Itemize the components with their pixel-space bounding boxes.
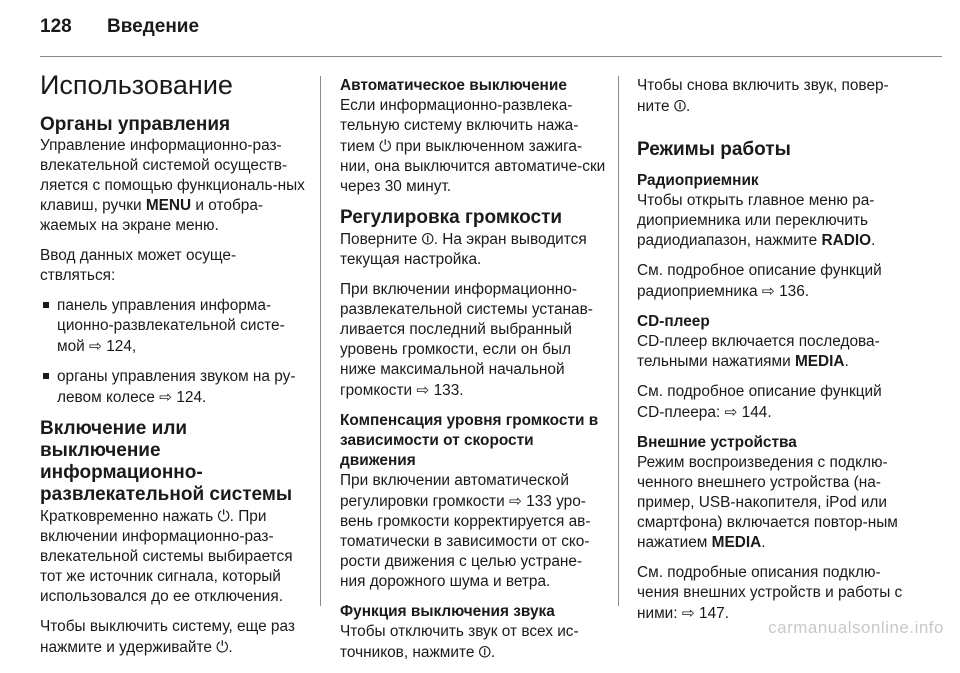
paragraph-cd: CD-плеер включается последова-тельными нажатиями MEDIA. xyxy=(637,333,880,370)
page-number: 128 xyxy=(40,16,72,37)
text: . На экран выводится текущая настройка. xyxy=(340,231,587,268)
text: Чтобы выключить систему, еще раз нажмите и удерживайте xyxy=(40,618,295,656)
menu-key-label: MENU xyxy=(145,197,192,214)
ref-arrow-icon: ⇨ xyxy=(681,604,695,622)
text: Режим воспроизведения с подклю-ченного внешнего устройства (на-пример, USB-накопителя, iPod или смартфона) включается повтор-ным нажатием xyxy=(637,454,898,551)
ref-arrow-icon: ⇨ xyxy=(89,337,102,355)
mute-icon: ⏼ xyxy=(421,230,434,248)
media-key-label: MEDIA xyxy=(794,353,845,370)
input-list xyxy=(40,296,305,408)
heading-radio: Радиоприемник xyxy=(637,172,759,189)
text: При включении информационно-развлекательной системы устанав-ливается последний выбранный уровень громкости, если он был ниже максимальной начальной громкости xyxy=(340,281,593,399)
list-item xyxy=(40,367,305,408)
page-ref[interactable]: 147. xyxy=(699,605,729,622)
column-1 xyxy=(40,114,305,668)
paragraph-radio-ref xyxy=(637,261,909,302)
text: Кратковременно нажать xyxy=(40,508,214,525)
page-header xyxy=(40,16,199,38)
paragraph-volume xyxy=(340,229,606,270)
column-divider-2 xyxy=(618,76,619,606)
column-2 xyxy=(340,76,606,673)
page-ref[interactable]: 136. xyxy=(779,283,810,300)
column-divider-1 xyxy=(320,76,321,606)
page-ref[interactable]: 124. xyxy=(176,389,207,406)
paragraph-unmute: Чтобы снова включить звук, повер-ните ⏼. xyxy=(637,77,889,115)
power-icon: ⏻ xyxy=(216,638,229,656)
power-icon: ⏻ xyxy=(217,507,230,525)
heading-speed-compensation: Компенсация уровня громкости в зависимости от скорости движения xyxy=(340,412,599,469)
paragraph-volume-startup xyxy=(340,280,606,401)
ref-arrow-icon: ⇨ xyxy=(416,381,430,399)
heading-on-off: Включение или выключение информационно-развлекательной системы xyxy=(40,418,293,505)
text: Чтобы открыть главное меню ра-диоприемника или переключить радиодиапазон, нажмите xyxy=(637,192,875,249)
spacer xyxy=(637,127,909,139)
paragraph-speed-compensation xyxy=(340,471,606,592)
text: Если информационно-развлека-тельную систему включить нажа-тием xyxy=(340,97,579,155)
text: См. подробное описание функций радиоприемника xyxy=(637,262,882,300)
section-title: Введение xyxy=(106,16,200,37)
text: Поверните xyxy=(340,231,418,248)
paragraph-auto-off xyxy=(340,96,606,197)
paragraph-mute: Чтобы отключить звук от всех ис-точников, нажмите ⏼. xyxy=(340,623,579,661)
power-icon: ⏻ xyxy=(379,137,392,155)
paragraph-cd-ref xyxy=(637,382,909,423)
text: и отобра-жаемых на экране меню. xyxy=(40,197,264,234)
text: Управление информационно-раз-влекательной системой осуществ-ляется с помощью функциональ-ных клавиш, ручки xyxy=(40,137,305,214)
text: Чтобы снова включить звук, повер-ните xyxy=(637,77,889,115)
media-key-label: MEDIA xyxy=(711,534,762,551)
paragraph-controls xyxy=(40,136,305,236)
heading-volume: Регулировка громкости xyxy=(340,207,563,228)
text: См. подробные описания подклю-чения внешних устройств и работы с ними: xyxy=(637,564,903,622)
ref-arrow-icon: ⇨ xyxy=(724,403,738,421)
page-ref[interactable]: 133. xyxy=(433,382,464,399)
mute-icon: ⏼ xyxy=(478,643,491,661)
text: при выключенном зажига-нии, она выключится автоматиче-ски через 30 минут. xyxy=(340,138,606,195)
ref-arrow-icon: ⇨ xyxy=(508,492,522,510)
text: панель управления информа-ционно-развлекательной систе-мой xyxy=(57,297,285,355)
text: CD-плеер включается последова-тельными нажатиями xyxy=(637,333,880,370)
paragraph-radio: Чтобы открыть главное меню ра-диоприемника или переключить радиодиапазон, нажмите RADIO. xyxy=(637,192,876,249)
text: Чтобы отключить звук от всех ис-точников, нажмите xyxy=(340,623,579,661)
mute-icon: ⏼ xyxy=(673,97,687,115)
column-3 xyxy=(637,76,909,634)
page-ref[interactable]: 144. xyxy=(741,404,772,421)
ref-arrow-icon: ⇨ xyxy=(159,388,173,406)
heading-controls: Органы управления xyxy=(40,114,231,135)
watermark: carmanualsonline.info xyxy=(768,618,944,637)
text: См. подробное описание функций CD-плеера: xyxy=(637,383,882,421)
page-ref[interactable]: 133 уро- xyxy=(526,493,586,510)
bullet-icon xyxy=(43,373,49,379)
paragraph-on-off xyxy=(40,506,305,607)
paragraph-input: Ввод данных может осуще-ствляться: xyxy=(40,247,237,284)
paragraph-external: Режим воспроизведения с подклю-ченного внешнего устройства (на-пример, USB-накопителя, iPod или смартфона) включается повтор-ным нажатием MEDIA. xyxy=(637,454,898,551)
text: вень громкости корректируется ав-томатически в зависимости от ско-рости движения с целью устране-ния дорожного шума и ветра. xyxy=(340,513,591,590)
bullet-icon xyxy=(43,302,49,308)
text: При включении автоматической регулировки громкости xyxy=(340,472,569,510)
paragraph-external-ref xyxy=(637,563,909,624)
page-ref[interactable]: 124, xyxy=(106,338,137,355)
paragraph-off: Чтобы выключить систему, еще раз нажмите и удерживайте ⏻. xyxy=(40,618,295,656)
page-title: Использование xyxy=(40,70,233,100)
ref-arrow-icon: ⇨ xyxy=(761,282,775,300)
text: . При включении информационно-раз-влекательной системы выбирается тот же источник сигнала, который использовался до ее отключения. xyxy=(40,508,293,605)
header-divider xyxy=(40,56,942,57)
heading-external: Внешние устройства xyxy=(637,434,797,451)
heading-mute: Функция выключения звука xyxy=(340,603,555,620)
radio-key-label: RADIO xyxy=(821,232,872,249)
heading-cd: CD-плеер xyxy=(637,313,710,330)
list-item xyxy=(40,296,305,357)
heading-auto-off: Автоматическое выключение xyxy=(340,77,567,94)
text: органы управления звуком на ру-левом колесе xyxy=(57,368,296,406)
heading-modes: Режимы работы xyxy=(637,139,791,160)
